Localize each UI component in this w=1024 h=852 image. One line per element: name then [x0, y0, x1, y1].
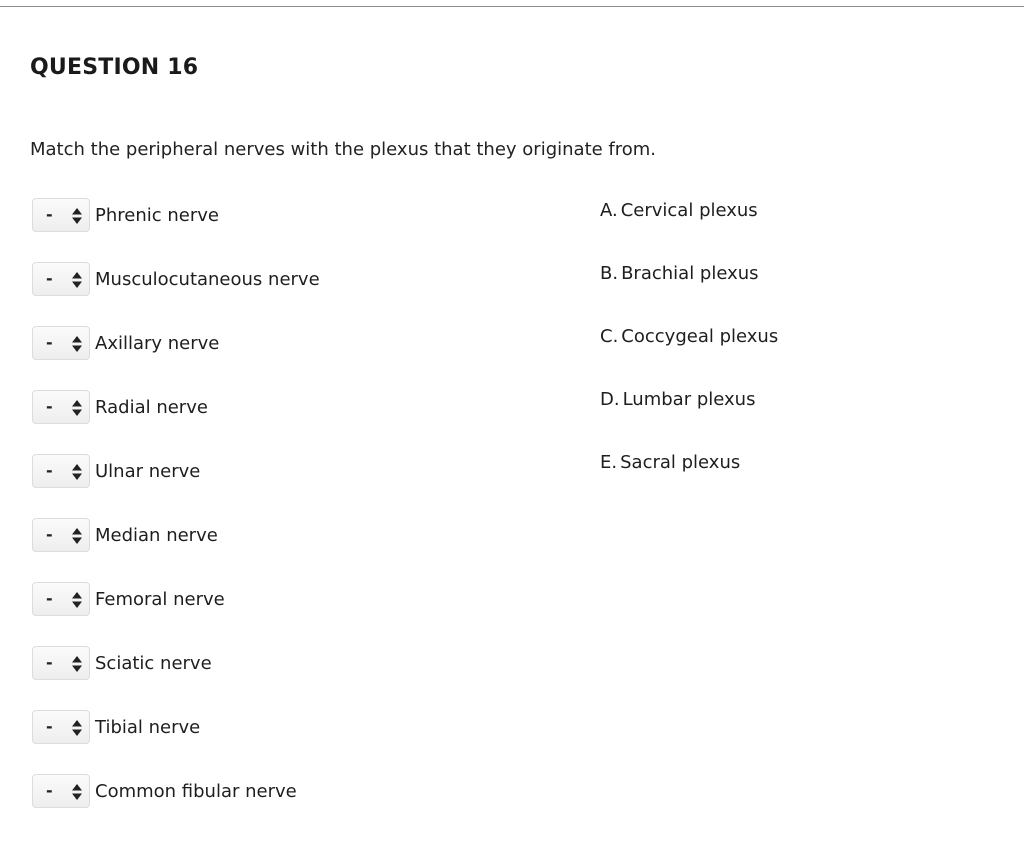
- option-letter: D.: [600, 389, 620, 410]
- match-select[interactable]: [32, 262, 90, 296]
- up-down-arrow-icon: [71, 463, 83, 481]
- select-value: -: [46, 397, 53, 416]
- option-item-d: [600, 389, 755, 410]
- match-row-phrenic: [32, 197, 219, 233]
- nerve-label: Tibial nerve: [95, 716, 201, 738]
- up-down-arrow-icon: [71, 207, 83, 225]
- nerve-label: Axillary nerve: [95, 332, 220, 354]
- option-letter: E.: [600, 452, 618, 473]
- match-select[interactable]: [32, 518, 90, 552]
- select-value: -: [46, 717, 53, 736]
- nerve-label: Musculocutaneous nerve: [95, 268, 320, 290]
- match-select[interactable]: [32, 710, 90, 744]
- up-down-arrow-icon: [71, 655, 83, 673]
- match-select[interactable]: [32, 326, 90, 360]
- up-down-arrow-icon: [71, 591, 83, 609]
- select-value: -: [46, 525, 53, 544]
- match-select[interactable]: [32, 198, 90, 232]
- up-down-arrow-icon: [71, 399, 83, 417]
- match-row-axillary: [32, 325, 219, 361]
- option-item-a: [600, 200, 758, 221]
- match-select[interactable]: [32, 646, 90, 680]
- match-select[interactable]: [32, 454, 90, 488]
- option-text: Coccygeal plexus: [621, 326, 779, 347]
- option-item-b: [600, 263, 759, 284]
- option-text: Cervical plexus: [620, 200, 758, 221]
- up-down-arrow-icon: [71, 719, 83, 737]
- nerve-label: Femoral nerve: [95, 588, 225, 610]
- option-letter: A.: [600, 200, 618, 221]
- match-row-musculocutaneous: [32, 261, 320, 297]
- option-letter: C.: [600, 326, 619, 347]
- top-divider: [0, 6, 1024, 7]
- match-row-common-fibular: [32, 773, 297, 809]
- select-value: -: [46, 589, 53, 608]
- match-row-tibial: [32, 709, 200, 745]
- option-text: Brachial plexus: [621, 263, 759, 284]
- up-down-arrow-icon: [71, 271, 83, 289]
- match-row-radial: [32, 389, 208, 425]
- match-select[interactable]: [32, 774, 90, 808]
- select-value: -: [46, 205, 53, 224]
- option-item-c: [600, 326, 778, 347]
- up-down-arrow-icon: [71, 783, 83, 801]
- select-value: -: [46, 269, 53, 288]
- nerve-label: Ulnar nerve: [95, 460, 201, 482]
- option-text: Sacral plexus: [620, 452, 741, 473]
- option-text: Lumbar plexus: [622, 389, 756, 410]
- match-select[interactable]: [32, 582, 90, 616]
- select-value: -: [46, 461, 53, 480]
- nerve-label: Median nerve: [95, 524, 218, 546]
- up-down-arrow-icon: [71, 335, 83, 353]
- match-row-sciatic: [32, 645, 212, 681]
- match-row-ulnar: [32, 453, 200, 489]
- nerve-label: Sciatic nerve: [95, 652, 212, 674]
- nerve-label: Phrenic nerve: [95, 204, 219, 226]
- select-value: -: [46, 653, 53, 672]
- question-title: QUESTION 16: [30, 55, 199, 80]
- nerve-label: Common fibular nerve: [95, 780, 297, 802]
- match-row-median: [32, 517, 218, 553]
- match-row-femoral: [32, 581, 225, 617]
- option-letter: B.: [600, 263, 619, 284]
- option-item-e: [600, 452, 740, 473]
- up-down-arrow-icon: [71, 527, 83, 545]
- match-select[interactable]: [32, 390, 90, 424]
- nerve-label: Radial nerve: [95, 396, 208, 418]
- select-value: -: [46, 781, 53, 800]
- select-value: -: [46, 333, 53, 352]
- question-prompt: Match the peripheral nerves with the plexus that they originate from.: [30, 139, 657, 160]
